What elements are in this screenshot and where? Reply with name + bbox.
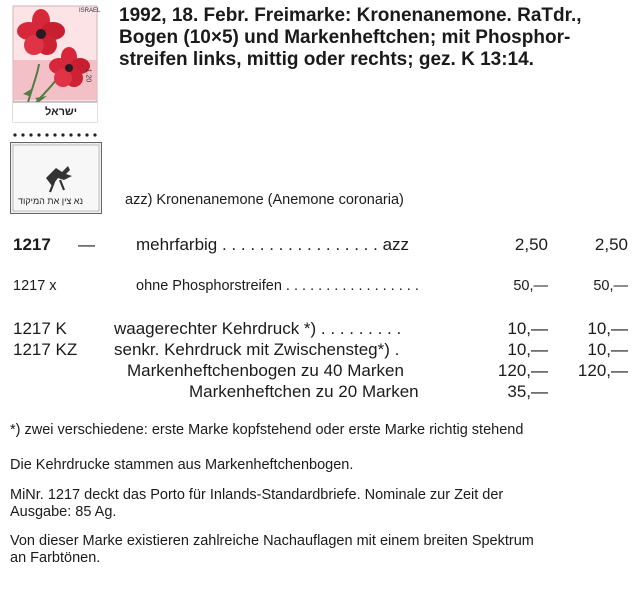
value-mint: 120,—: [497, 361, 548, 380]
footnote: *) zwei verschiedene: erste Marke kopfstehend oder erste Marke richtig stehend: [10, 422, 524, 438]
stamp-caption: azz) Kronenanemone (Anemone coronaria): [125, 192, 404, 208]
stamp-hebrew-country: ישראל: [45, 106, 78, 118]
porto-note-line-1: MiNr. 1217 deckt das Porto für Inlands-Standardbriefe. Nominale zur Zeit der: [10, 487, 504, 503]
catalogue-number: 1217 KZ: [13, 340, 78, 359]
value-used: 120,—: [577, 361, 628, 380]
nachauflagen-note-line-1: Von dieser Marke existieren zahlreiche Nachauflagen mit einem breiten Spektrum: [10, 533, 534, 549]
value-mint: 2,50: [514, 235, 548, 254]
heading-line-2: Bogen (10×5) und Markenheftchen; mit Phosphor-: [119, 27, 571, 48]
kehrdruck-note: Die Kehrdrucke stammen aus Markenheftchenbogen.: [10, 457, 354, 473]
stamp-image: [9, 2, 101, 126]
row-description: ohne Phosphorstreifen . . . . . . . . . . . . . . . . .: [136, 278, 419, 294]
row-description: Markenheftchen zu 20 Marken: [189, 382, 419, 401]
perforation-row: [12, 132, 100, 138]
row-description: Markenheftchenbogen zu 40 Marken: [127, 361, 404, 380]
row-description: senkr. Kehrdruck mit Zwischensteg*) .: [114, 340, 400, 359]
heading-line-1: 1992, 18. Febr. Freimarke: Kronenanemone. RaTdr.,: [119, 5, 582, 26]
variant-dash: —: [78, 235, 95, 254]
value-mint: 10,—: [507, 319, 548, 338]
tab-hebrew-text: נא צין את המיקוד: [18, 196, 83, 206]
value-mint: 50,—: [513, 278, 548, 294]
catalogue-number: 1217: [13, 235, 51, 254]
porto-note-line-2: Ausgabe: 85 Ag.: [10, 504, 117, 520]
nachauflagen-note-line-2: an Farbtönen.: [10, 550, 101, 566]
value-used: 50,—: [593, 278, 628, 294]
stamp-country-label: ISRAEL: [79, 8, 101, 14]
value-mint: 35,—: [507, 382, 548, 401]
row-description: waagerechter Kehrdruck *) . . . . . . . . .: [114, 319, 402, 338]
catalogue-number: 1217 x: [13, 278, 57, 294]
stamp-tab-image: [10, 142, 102, 214]
value-used: 2,50: [594, 235, 628, 254]
value-used: 10,—: [587, 340, 628, 359]
row-description: mehrfarbig . . . . . . . . . . . . . . . . . azz: [136, 235, 410, 254]
stamp-value-label: 1.20: [84, 68, 92, 83]
value-mint: 10,—: [507, 340, 548, 359]
heading-line-3: streifen links, mittig oder rechts; gez. K 13:14.: [119, 49, 534, 70]
catalogue-number: 1217 K: [13, 319, 67, 338]
value-used: 10,—: [587, 319, 628, 338]
